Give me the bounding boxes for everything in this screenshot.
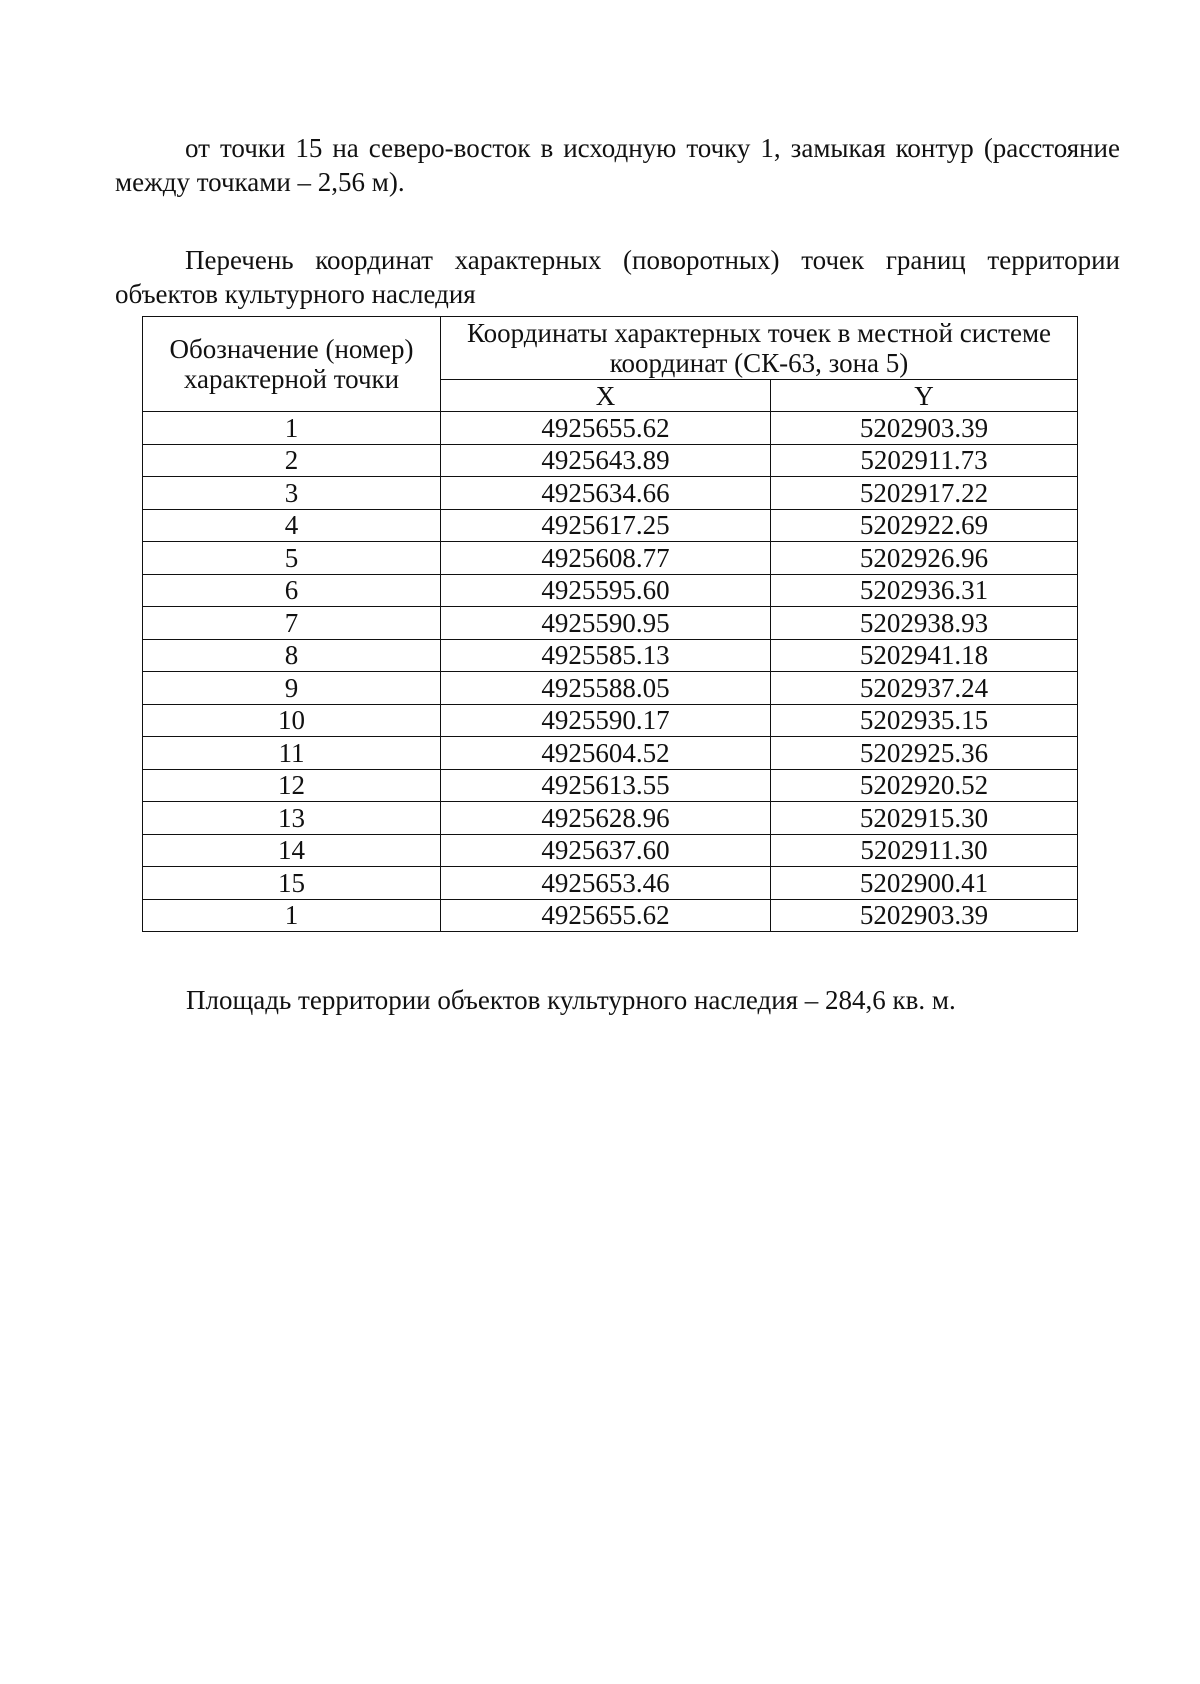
cell-y: 5202935.15: [771, 704, 1078, 737]
cell-point: 14: [143, 834, 441, 867]
cell-x: 4925590.17: [441, 704, 771, 737]
table-row: [143, 509, 1078, 542]
cell-y: 5202926.96: [771, 542, 1078, 575]
cell-y: 5202938.93: [771, 607, 1078, 640]
table-row: [143, 639, 1078, 672]
cell-y: 5202900.41: [771, 867, 1078, 900]
cell-y: 5202911.73: [771, 444, 1078, 477]
table-row: [143, 444, 1078, 477]
coordinates-table-body: [143, 412, 1078, 932]
cell-y: 5202941.18: [771, 639, 1078, 672]
cell-point: 9: [143, 672, 441, 705]
cell-y: 5202911.30: [771, 834, 1078, 867]
cell-point: 15: [143, 867, 441, 900]
table-row: [143, 867, 1078, 900]
cell-x: 4925590.95: [441, 607, 771, 640]
cell-x: 4925637.60: [441, 834, 771, 867]
cell-y: 5202903.39: [771, 412, 1078, 445]
cell-x: 4925643.89: [441, 444, 771, 477]
table-row: [143, 737, 1078, 770]
cell-x: 4925613.55: [441, 769, 771, 802]
cell-y: 5202922.69: [771, 509, 1078, 542]
table-row: [143, 834, 1078, 867]
cell-y: 5202915.30: [771, 802, 1078, 835]
cell-point: 3: [143, 477, 441, 510]
cell-x: 4925604.52: [441, 737, 771, 770]
cell-x: 4925585.13: [441, 639, 771, 672]
table-row: [143, 574, 1078, 607]
table-row: [143, 704, 1078, 737]
cell-point: 2: [143, 444, 441, 477]
cell-x: 4925655.62: [441, 899, 771, 932]
table-row: [143, 477, 1078, 510]
cell-y: 5202925.36: [771, 737, 1078, 770]
header-x: X: [441, 380, 771, 412]
table-row: [143, 802, 1078, 835]
cell-x: 4925653.46: [441, 867, 771, 900]
header-point-designation: Обозначение (номер) характерной точки: [143, 317, 441, 412]
cell-y: 5202903.39: [771, 899, 1078, 932]
closing-contour-paragraph: [115, 131, 1120, 199]
table-row: [143, 412, 1078, 445]
header-coordinates-system: Координаты характерных точек в местной системе координат (СК-63, зона 5): [441, 317, 1078, 380]
table-row: [143, 672, 1078, 705]
cell-y: 5202920.52: [771, 769, 1078, 802]
coordinates-table: [142, 316, 1078, 932]
coordinates-list-caption: [115, 243, 1120, 311]
cell-x: 4925634.66: [441, 477, 771, 510]
cell-y: 5202936.31: [771, 574, 1078, 607]
coordinates-table-header: [143, 317, 1078, 412]
cell-y: 5202917.22: [771, 477, 1078, 510]
cell-x: 4925608.77: [441, 542, 771, 575]
cell-point: 5: [143, 542, 441, 575]
cell-point: 8: [143, 639, 441, 672]
cell-x: 4925617.25: [441, 509, 771, 542]
coordinates-caption-text: Перечень координат характерных (поворотных) точек границ территории объектов культурного наследия: [115, 245, 1120, 309]
cell-y: 5202937.24: [771, 672, 1078, 705]
closing-contour-text: от точки 15 на северо-восток в исходную точку 1, замыкая контур (расстояние между точками – 2,56 м).: [115, 133, 1120, 197]
cell-point: 7: [143, 607, 441, 640]
cell-x: 4925655.62: [441, 412, 771, 445]
cell-point: 13: [143, 802, 441, 835]
territory-area-statement: Площадь территории объектов культурного наследия – 284,6 кв. м.: [186, 985, 956, 1015]
table-row: [143, 542, 1078, 575]
table-row: [143, 899, 1078, 932]
table-row: [143, 607, 1078, 640]
cell-point: 4: [143, 509, 441, 542]
cell-x: 4925628.96: [441, 802, 771, 835]
cell-x: 4925588.05: [441, 672, 771, 705]
cell-point: 6: [143, 574, 441, 607]
cell-point: 10: [143, 704, 441, 737]
header-y: Y: [771, 380, 1078, 412]
table-row: [143, 769, 1078, 802]
cell-point: 1: [143, 412, 441, 445]
cell-point: 1: [143, 899, 441, 932]
cell-point: 12: [143, 769, 441, 802]
cell-x: 4925595.60: [441, 574, 771, 607]
cell-point: 11: [143, 737, 441, 770]
